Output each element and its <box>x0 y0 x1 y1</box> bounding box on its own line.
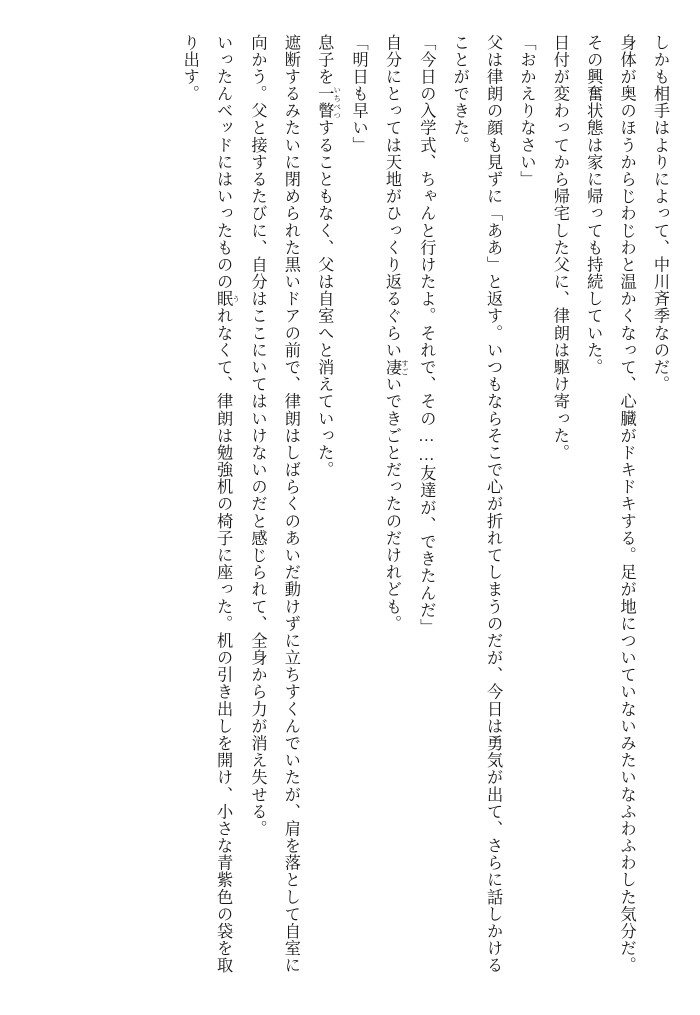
text-run: いできごとだったのだけれども。 <box>383 375 401 633</box>
ruby-reading: すご <box>400 358 410 376</box>
vertical-text-body <box>26 34 676 989</box>
paragraph-2: 身体が奥のほうからじわじわと温かくなって、心臓がドキドキする。足が地についていないみたいなふわふわした気分だ。 <box>617 34 636 975</box>
paragraph-9-dialogue: 「明日も早い」 <box>349 34 368 154</box>
ruby-base: 一瞥 <box>315 85 334 120</box>
ruby-reading: う <box>231 290 241 308</box>
ruby-annotation <box>383 358 410 376</box>
ruby-reading: いちべつ <box>332 85 342 120</box>
text-run: れなくて、律朗は勉強机の椅子に座った。机の引き出しを開け、小さな青紫色の袋を取り出す。 <box>180 34 233 975</box>
ruby-annotation <box>315 85 342 120</box>
paragraph-12 <box>172 34 240 989</box>
text-run: いったんベッドにはいったものの <box>214 34 233 291</box>
text-run: 自分にとっては天地がひっくり返るぐらい <box>383 34 401 359</box>
paragraph-5-dialogue: 「おかえりなさい」 <box>517 34 536 188</box>
ruby-base: 眠 <box>214 290 233 308</box>
text-run: 息子を <box>315 34 334 86</box>
paragraph-6: 父は律朗の顔も見ずに「ああ」と返す。いつもならそこで心が折れてしまうのだが、今日は勇気が出て、さらに話しかけることができた。 <box>450 34 503 975</box>
paragraph-8 <box>375 34 409 989</box>
paragraph-4: 日付が変わってから帰宅した父に、律朗は駆け寄った。 <box>550 34 569 462</box>
paragraph-11: 遮断するみたいに閉められた黒いドアの前で、律朗はしばらくのあいだ動けずに立ちすくんでいたが、肩を落として自室に向かう。父と接するたびに、自分はここにいてはいけないのだと感じられて、全身から力が消え失せる。 <box>248 34 300 975</box>
paragraph-3: その興奮状態は家に帰っても持続していた。 <box>584 34 603 376</box>
paragraph-10 <box>307 34 341 989</box>
paragraph-1: しかも相手はよりによって、中川斉季なのだ。 <box>651 34 669 393</box>
ruby-annotation <box>214 290 241 308</box>
paragraph-7-dialogue: 「今日の入学式、ちゃんと行けたよ。それで、その……友達が、できたんだ」 <box>417 34 436 636</box>
ruby-base: 凄 <box>383 358 401 376</box>
text-run: することもなく、父は自室へと消えていった。 <box>315 119 334 479</box>
